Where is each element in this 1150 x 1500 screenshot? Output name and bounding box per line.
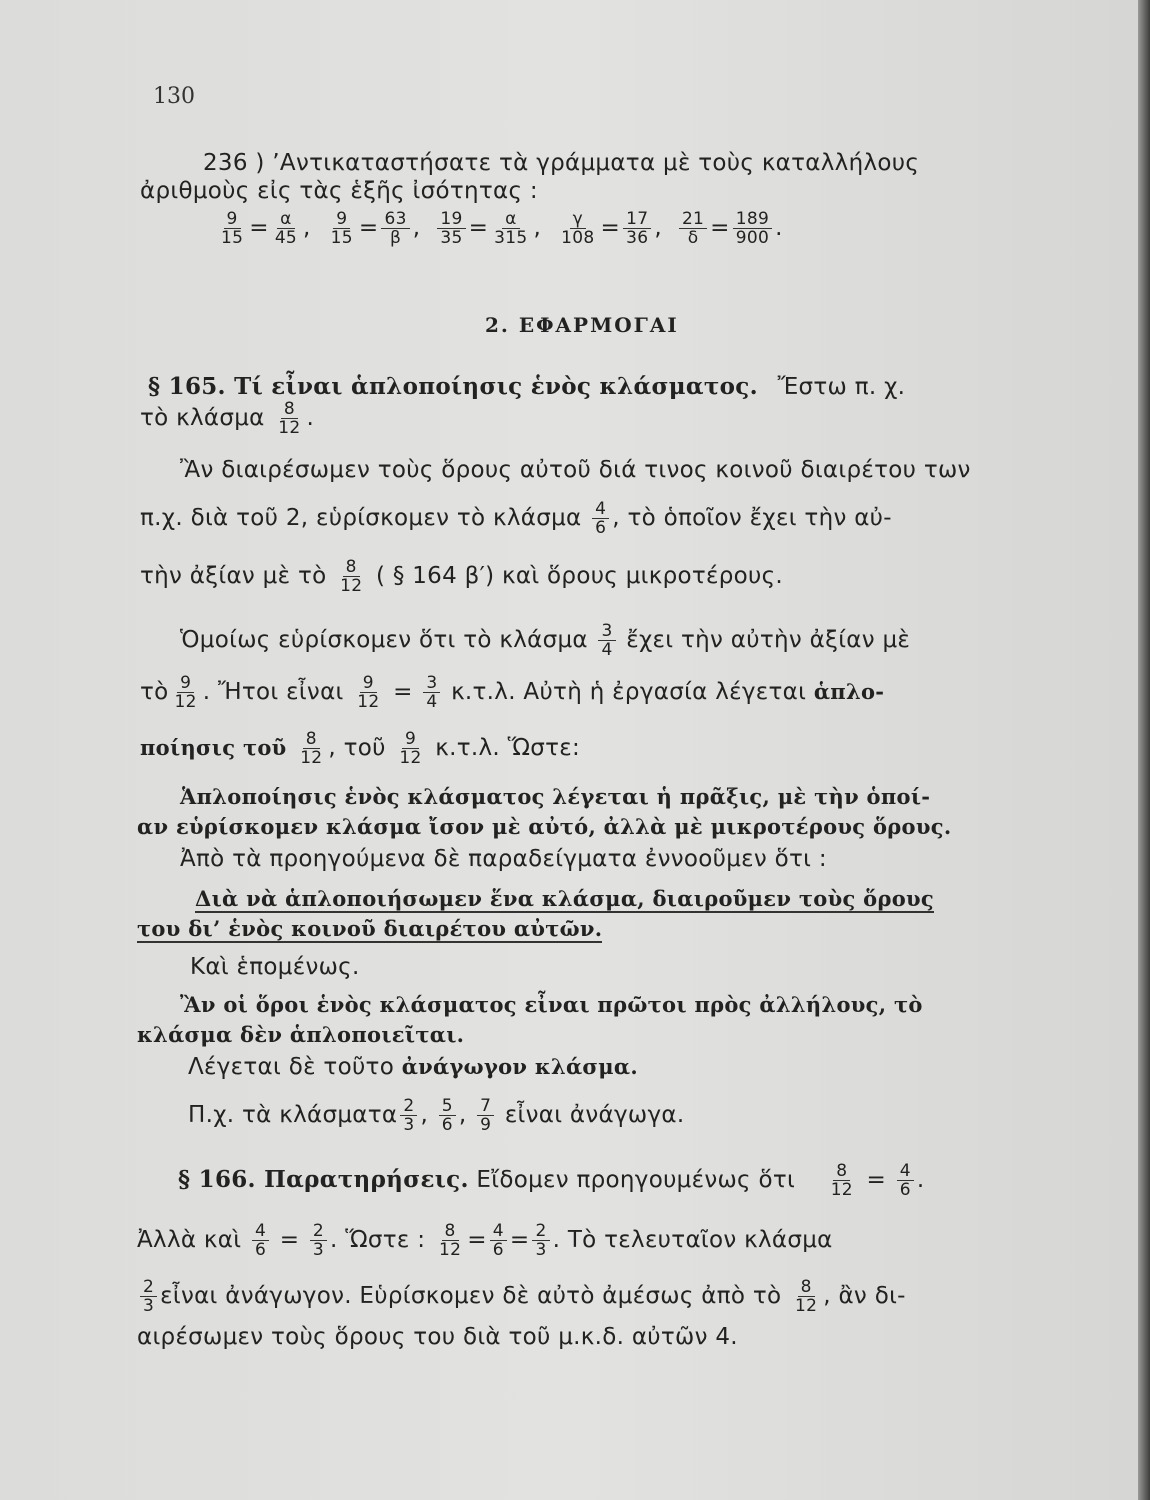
fraction-8-12: $\frac{8}{12}$ — [830, 1161, 853, 1200]
fraction-2-3: $\frac{2}{3}$ — [400, 1097, 417, 1134]
rule-line2 — [137, 914, 602, 944]
equals-sign: = — [279, 1227, 300, 1253]
separator: , — [412, 215, 421, 241]
page-number: 130 — [153, 84, 195, 109]
equals-sign: = — [249, 215, 269, 241]
fraction-8-12: $\frac{8}{12}$ — [278, 399, 301, 438]
s165-p2-line1a: Ὁμοίως εὑρίσκομεν ὅτι τὸ κλάσμα — [180, 627, 588, 653]
s166-line2a: Ἀλλὰ καὶ — [137, 1227, 242, 1253]
equation-4 — [555, 209, 662, 248]
s166-line3a: εἶναι ἀνάγωγον. Εὑρίσκομεν δὲ αὐτὸ ἀμέσως ἀπὸ τὸ — [160, 1283, 782, 1309]
fraction-2-3: $\frac{2}{3}$ — [140, 1278, 157, 1315]
fraction: $\frac{189}{900}$ — [733, 210, 772, 247]
s165-p2-line2 — [140, 674, 884, 711]
exercise-236-line2: ἀριθμοὺς εἰς τὰς ἑξῆς ἰσότητας : — [140, 178, 538, 204]
s165-p1-line1: Ἂν διαιρέσωμεν τοὺς ὅρους αὐτοῦ διά τινος κοινοῦ διαιρέτου των — [180, 457, 971, 483]
section-165-title: § 165. Τί εἶναι ἁπλοποίησις ἑνὸς κλάσματος. — [148, 373, 758, 400]
fraction-7-9: $\frac{7}{9}$ — [477, 1097, 494, 1134]
definition-line2: αν εὑρίσκομεν κλάσμα ἴσον μὲ αὐτό, ἀλλὰ μὲ μικροτέρους ὅρους. — [137, 814, 952, 839]
equals-sign: = — [467, 1227, 487, 1253]
section-166-title: § 166. Παρατηρήσεις. — [178, 1166, 469, 1193]
s165-p2-line2c: κ.τ.λ. Αὐτὴ ἡ ἐργασία λέγεται — [451, 679, 807, 705]
separator: . — [775, 215, 783, 241]
separator: , — [654, 215, 662, 241]
s166-line2b: . Ὥστε : — [330, 1227, 426, 1253]
fraction-4-6: $\frac{4}{6}$ — [897, 1162, 914, 1199]
s166-line2 — [137, 1222, 833, 1259]
s165-p1-line3 — [140, 558, 783, 595]
s165-p1-line2 — [140, 500, 892, 537]
s165-p5a: Λέγεται δὲ τοῦτο — [188, 1054, 395, 1080]
section-165-title-row — [148, 372, 905, 402]
fraction-8-12: $\frac{8}{12}$ — [340, 557, 363, 596]
fraction-3-4: $\frac{3}{4}$ — [598, 622, 615, 659]
fraction-9-12: $\frac{9}{12}$ — [399, 729, 422, 768]
s165-p2-line3c: κ.τ.λ. Ὥστε: — [435, 735, 581, 761]
s165-p5 — [188, 1052, 638, 1082]
equals-sign: = — [393, 679, 413, 705]
s166-line3b: , ἂν δι- — [823, 1283, 906, 1309]
s165-p6b: εἶναι ἀνάγωγα. — [504, 1102, 685, 1128]
equals-sign: = — [358, 215, 379, 241]
s165-line2-text: τὸ κλάσμα — [140, 405, 265, 431]
s165-p2-line2d: ἁπλο- — [813, 679, 885, 704]
equation-1 — [215, 209, 311, 248]
s165-p3: Ἀπὸ τὰ προηγούμενα δὲ παραδείγματα ἐννοοῦμεν ὅτι : — [180, 846, 827, 872]
page-edge-shadow — [1138, 0, 1150, 1500]
fraction-8-12: $\frac{8}{12}$ — [300, 729, 323, 768]
fraction-4-6: $\frac{4}{6}$ — [592, 500, 609, 537]
rule-line1-text: Διὰ νὰ ἁπλοποιήσωμεν ἕνα κλάσμα, διαιροῦμεν τοὺς ὅρους — [195, 886, 934, 911]
fraction-8-12: $\frac{8}{12}$ — [438, 1221, 462, 1260]
fraction: $\frac{9}{15}$ — [330, 209, 353, 248]
equals-sign: = — [468, 215, 489, 241]
s165-p1-line2b: , τὸ ὁποῖον ἔχει τὴν αὐ- — [612, 505, 892, 531]
s165-p2-line3a: ποίησις τοῦ — [140, 735, 287, 760]
s165-p1-line3a: τὴν ἀξίαν μὲ τὸ — [140, 563, 327, 589]
s165-p2-line2a: τὸ — [140, 679, 169, 705]
fraction: $\frac{\gamma}{108}$ — [561, 209, 595, 248]
fraction: $\frac{63}{\beta}$ — [381, 210, 409, 247]
fraction-5-6: $\frac{5}{6}$ — [439, 1097, 456, 1134]
fraction-2-3: $\frac{2}{3}$ — [310, 1222, 327, 1259]
fraction: $\frac{21}{\delta}$ — [679, 210, 707, 247]
fraction: $\frac{9}{15}$ — [221, 209, 244, 248]
fraction: $\frac{\alpha}{315}$ — [494, 209, 528, 248]
equation-3 — [434, 209, 542, 248]
s166-line4: αιρέσωμεν τοὺς ὅρους του διὰ τοῦ μ.κ.δ. αὐτῶν 4. — [137, 1324, 738, 1350]
s165-line2: τὸ κλάσμα $\frac{8}{12}$ . — [140, 399, 315, 438]
exercise-236-line1: 236 ) ’Αντικαταστήσατε τὰ γράμματα μὲ τοὺς καταλλήλους — [203, 150, 920, 176]
irreducible-line1: Ἂν οἱ ὅροι ἑνὸς κλάσματος εἶναι πρῶτοι πρὸς ἀλλήλους, τὸ — [180, 992, 923, 1017]
fraction: $\frac{19}{35}$ — [437, 210, 465, 247]
fraction-4-6: $\frac{4}{6}$ — [490, 1222, 507, 1259]
s166-line1a: Εἴδομεν προηγουμένως ὅτι — [476, 1167, 796, 1193]
s165-p6a: Π.χ. τὰ κλάσματα — [188, 1102, 398, 1128]
equation-5 — [676, 209, 783, 248]
equation-2 — [325, 209, 421, 248]
irreducible-line2: κλάσμα δὲν ἁπλοποιεῖται. — [137, 1022, 465, 1047]
fraction-3-4: $\frac{3}{4}$ — [423, 674, 440, 711]
equals-sign: = — [600, 215, 621, 241]
s165-p2-line3b: , τοῦ — [328, 735, 386, 761]
equals-sign: = — [866, 1167, 887, 1193]
s165-p6: Π.χ. τὰ κλάσματα $\frac{2}{3}$ , $\frac{5}{6}$ , $\frac{7}{9}$ εἶναι ἀνάγωγα. — [188, 1096, 685, 1135]
fraction-2-3: $\frac{2}{3}$ — [532, 1222, 549, 1259]
exercise-236-equations — [215, 210, 797, 247]
s165-p1-line2a: π.χ. διὰ τοῦ 2, εὑρίσκομεν τὸ κλάσμα — [140, 505, 582, 531]
equals-sign: = — [710, 215, 730, 241]
s166-line3 — [137, 1278, 906, 1315]
s165-p2-line1b: ἔχει τὴν αὐτὴν ἀξίαν μὲ — [626, 627, 911, 653]
s165-p4: Καὶ ἑπομένως. — [190, 954, 360, 980]
separator: , — [303, 215, 311, 241]
separator: , — [533, 215, 542, 241]
fraction: $\frac{\alpha}{45}$ — [274, 209, 298, 248]
s165-p2-line2b: . Ἤτοι εἶναι — [202, 679, 344, 705]
rule-line1 — [195, 884, 934, 914]
s165-p2-line3 — [140, 730, 580, 767]
fraction-4-6: $\frac{4}{6}$ — [252, 1222, 269, 1259]
s165-p5b: ἀνάγωγον κλάσμα. — [401, 1054, 638, 1079]
equals-sign: = — [509, 1227, 530, 1253]
section-165-title-tail: Ἔστω π. χ. — [777, 374, 906, 400]
fraction-8-12: $\frac{8}{12}$ — [795, 1277, 818, 1316]
s166-line1: § 166. Παρατηρήσεις. Εἴδομεν προηγουμένως ὅτι $\frac{8}{12}$ = $\frac{4}{6}$ . — [178, 1161, 925, 1200]
section-heading: 2. ΕΦΑΡΜΟΓΑΙ — [485, 313, 679, 337]
fraction: $\frac{17}{36}$ — [623, 210, 651, 247]
fraction-9-12: $\frac{9}{12}$ — [174, 673, 197, 712]
rule-line2-text: του δι’ ἑνὸς κοινοῦ διαιρέτου αὐτῶν. — [137, 916, 603, 941]
definition-line1: Ἁπλοποίησις ἑνὸς κλάσματος λέγεται ἡ πρᾶξις, μὲ τὴν ὁποί- — [180, 784, 931, 809]
s165-p2-line1 — [180, 622, 910, 659]
s166-line2c: . Τὸ τελευταῖον κλάσμα — [552, 1227, 833, 1253]
fraction-9-12: $\frac{9}{12}$ — [357, 673, 380, 712]
s165-p1-line3b: ( § 164 β′) καὶ ὅρους μικροτέρους. — [375, 563, 784, 589]
